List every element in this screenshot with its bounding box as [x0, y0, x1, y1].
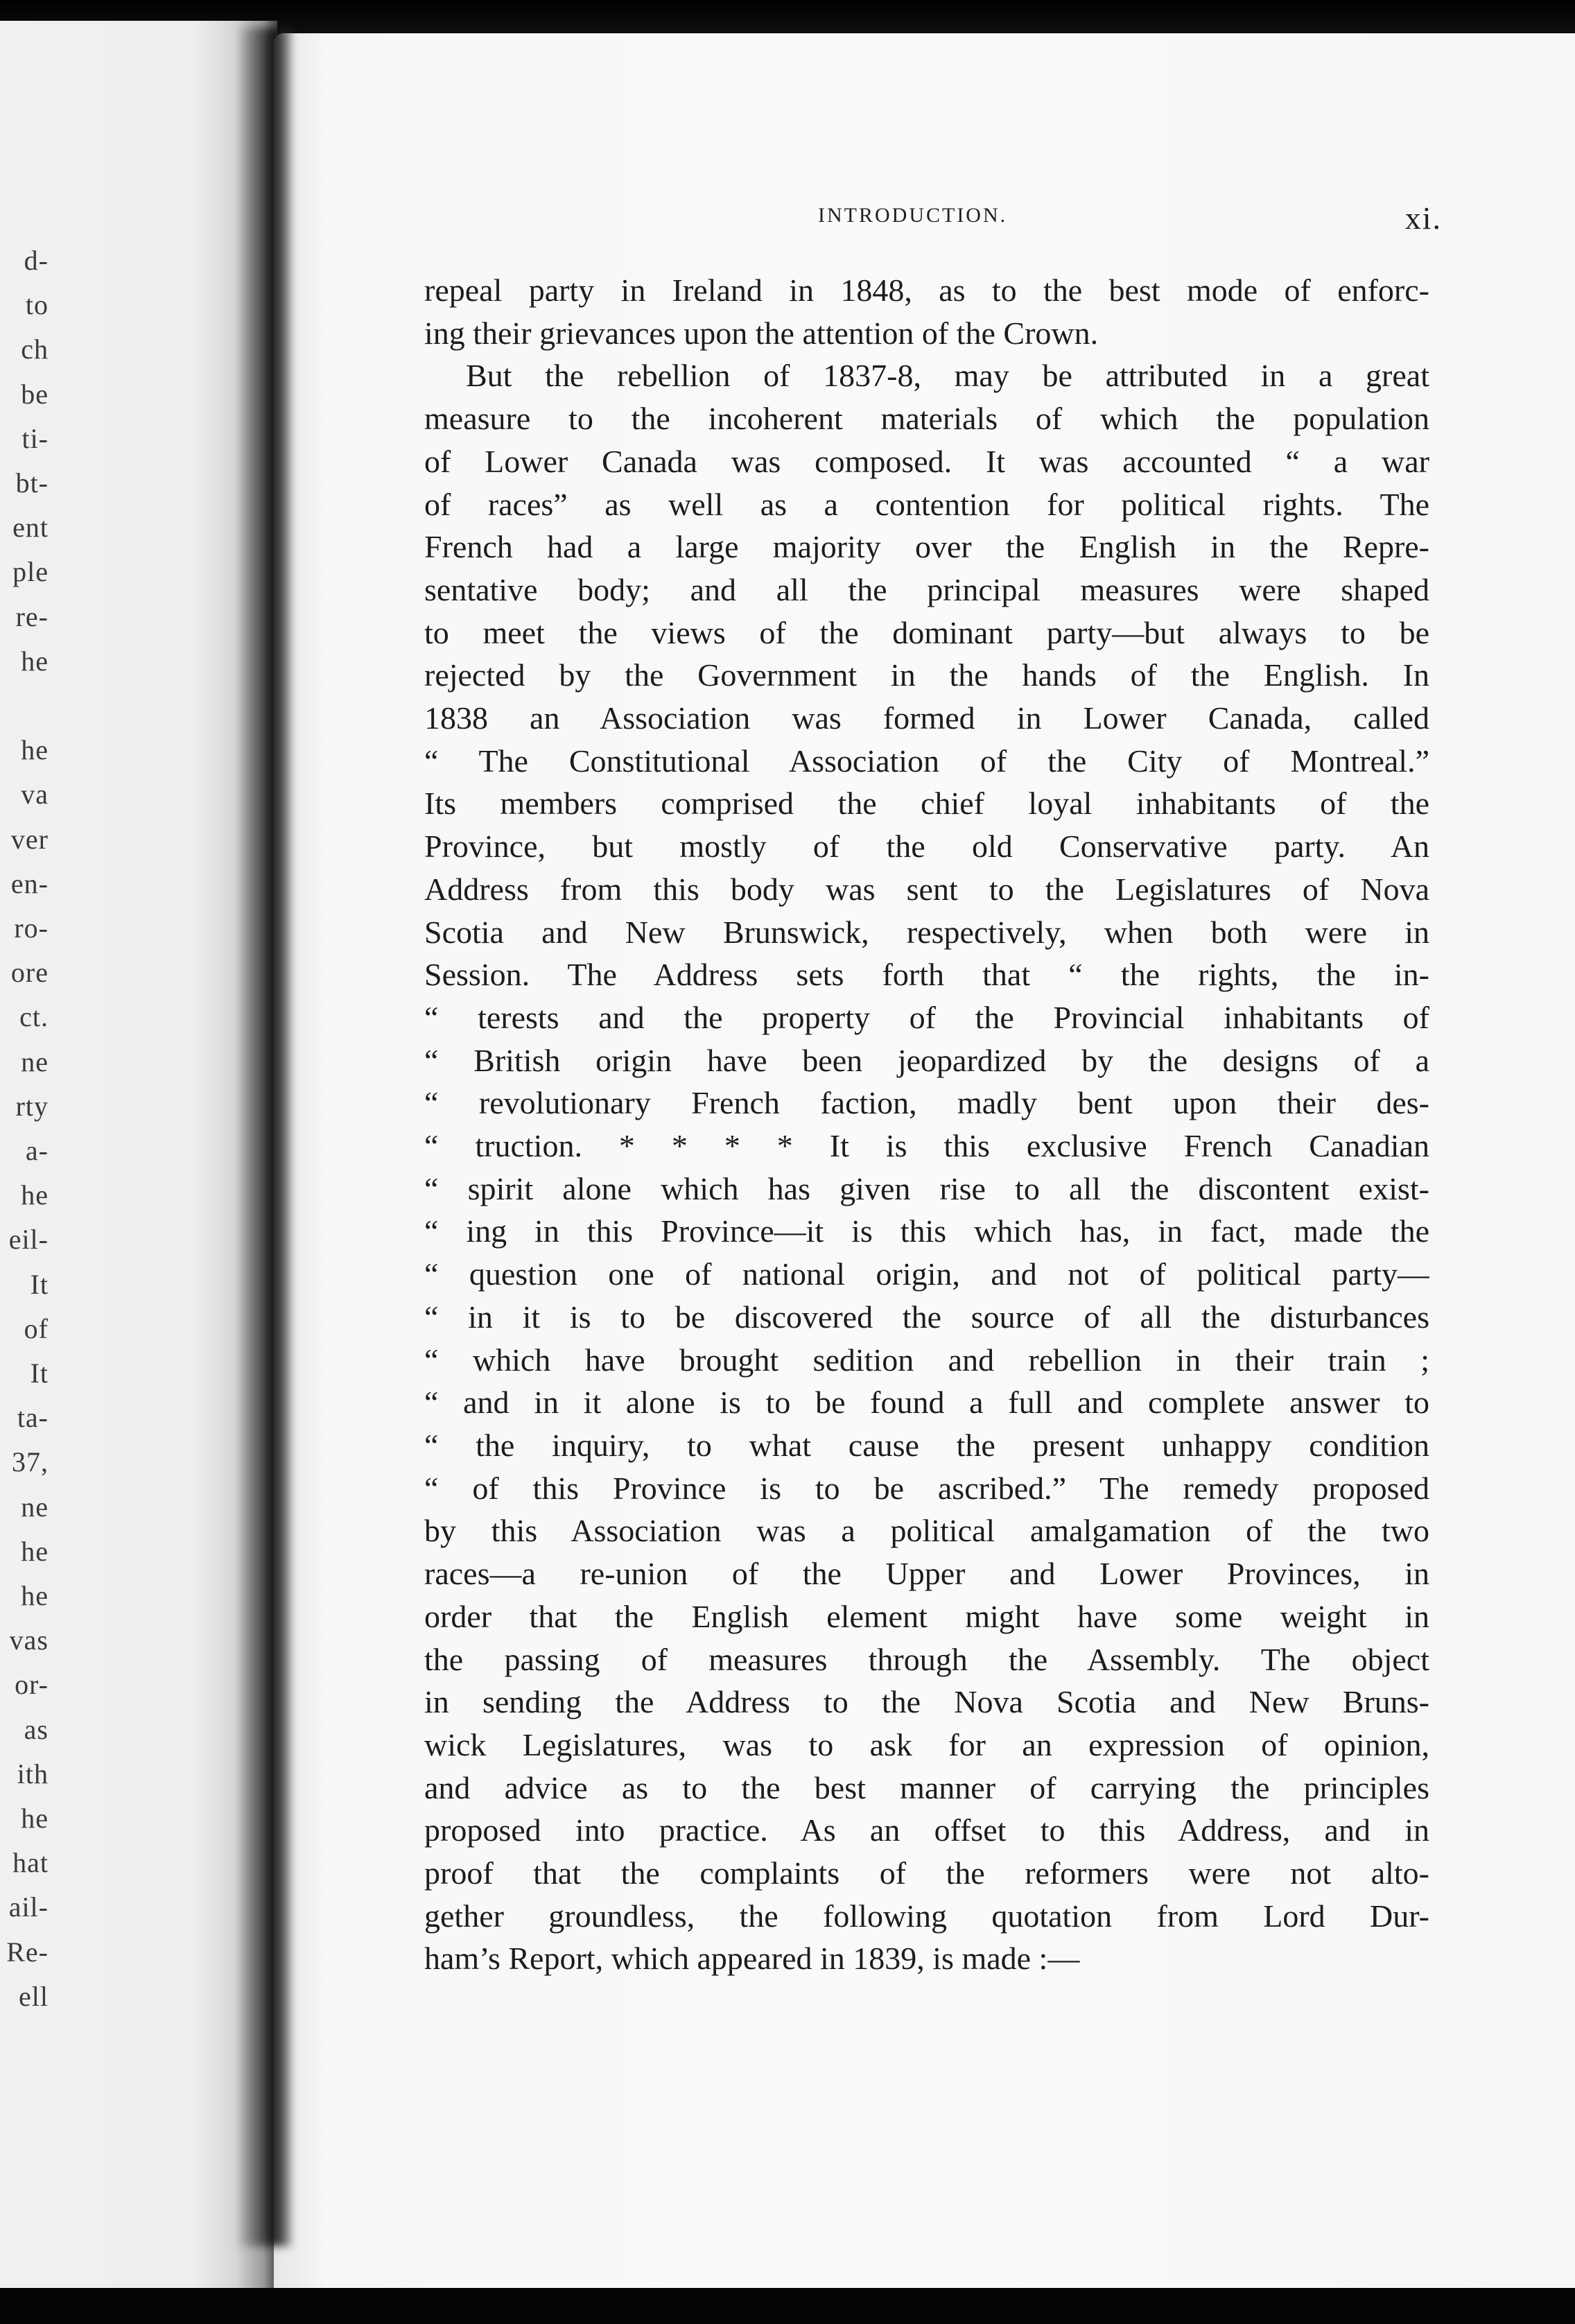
left-page-line-fragment: ore	[10, 957, 49, 989]
text-line: proof that the complaints of the reformers were not alto-	[424, 1855, 1429, 1891]
text-line: proposed into practice. As an offset to this Address, and in	[424, 1812, 1429, 1848]
quoted-text-line: “ question one of national origin, and not of political party—	[424, 1256, 1429, 1292]
text-line: “ The Constitutional Association of the City of Montreal.”	[424, 743, 1429, 779]
left-page-line-fragment: Re-	[6, 1936, 49, 1968]
left-page-line-fragment: en-	[10, 867, 49, 899]
left-page-line-fragment: he	[21, 734, 49, 766]
text-line: order that the English element might have some weight in	[424, 1598, 1429, 1634]
text-line: rejected by the Government in the hands of the English. In	[424, 657, 1429, 693]
book-gutter-shadow	[236, 28, 291, 2246]
left-page-line-fragment: ch	[21, 333, 49, 365]
page-number: xi.	[1404, 200, 1442, 236]
page-body-text	[424, 269, 1429, 1980]
text-line: French had a large majority over the English in the Repre-	[424, 529, 1429, 565]
text-line: races—a re-union of the Upper and Lower Provinces, in	[424, 1556, 1429, 1592]
left-page-line-fragment: re-	[15, 600, 49, 632]
quoted-text-line: “ which have brought sedition and rebellion in their train ;	[424, 1342, 1429, 1378]
text-line: Session. The Address sets forth that “ the rights, the in-	[424, 957, 1429, 993]
left-page-line-fragment: to	[25, 289, 49, 321]
left-page-line-fragment: or-	[15, 1669, 49, 1701]
left-page-line-fragment: 37,	[12, 1446, 49, 1478]
text-line: of Lower Canada was composed. It was accounted “ a war	[424, 443, 1429, 479]
left-page-line-fragment: he	[21, 645, 49, 677]
left-page-line-fragment: be	[21, 378, 49, 410]
quoted-text-line: “ of this Province is to be ascribed.” The remedy proposed	[424, 1470, 1429, 1506]
text-line: Its members comprised the chief loyal inhabitants of the	[424, 786, 1429, 822]
left-page-line-fragment: ro-	[14, 912, 49, 944]
left-page-line-fragment: hat	[12, 1847, 49, 1879]
quoted-text-line: “ spirit alone which has given rise to all the discontent exist-	[424, 1170, 1429, 1206]
quoted-text-line: “ terests and the property of the Provincial inhabitants of	[424, 999, 1429, 1035]
left-page-line-fragment: ct.	[19, 1001, 49, 1033]
text-line: Scotia and New Brunswick, respectively, when both were in	[424, 914, 1429, 950]
text-line: to meet the views of the dominant party—but always to be	[424, 614, 1429, 650]
quoted-text-line: “ the inquiry, to what cause the present unhappy condition	[424, 1427, 1429, 1463]
left-page-line-fragment: he	[21, 1580, 49, 1611]
text-line: in sending the Address to the Nova Scotia and New Bruns-	[424, 1684, 1429, 1720]
left-page-text-fragments	[0, 0, 62, 2324]
page-header-title: INTRODUCTION.	[818, 204, 1008, 227]
quoted-text-line: “ revolutionary French faction, madly bent upon their des-	[424, 1085, 1429, 1121]
paragraph-first-line: But the rebellion of 1837-8, may be attributed in a great	[466, 358, 1429, 394]
left-page-line-fragment: of	[24, 1312, 49, 1344]
text-line: ing their grievances upon the attention of the Crown.	[424, 315, 1099, 351]
quoted-text-line: “ and in it alone is to be found a full and complete answer to	[424, 1385, 1429, 1421]
text-line: Address from this body was sent to the Legislatures of Nova	[424, 871, 1429, 907]
left-page-line-fragment: he	[21, 1179, 49, 1211]
left-page-line-fragment: bt-	[15, 467, 49, 498]
text-line: of races” as well as a contention for political rights. The	[424, 486, 1429, 522]
left-page-line-fragment: ver	[10, 823, 49, 855]
left-page-line-fragment: vas	[9, 1624, 49, 1656]
left-page-line-fragment: rty	[15, 1090, 49, 1122]
left-page-line-fragment: ta-	[17, 1402, 49, 1434]
scan-bottom-edge	[0, 2288, 1575, 2324]
left-page-line-fragment: It	[30, 1358, 49, 1389]
left-page-line-fragment: he	[21, 1803, 49, 1834]
left-page-line-fragment: va	[21, 779, 49, 810]
left-page-line-fragment: a-	[25, 1135, 49, 1166]
text-line: and advice as to the best manner of carrying the principles	[424, 1769, 1429, 1805]
text-line: repeal party in Ireland in 1848, as to the best mode of enforc-	[424, 272, 1429, 308]
text-line: the passing of measures through the Assembly. The object	[424, 1641, 1429, 1677]
text-line: gether groundless, the following quotation from Lord Dur-	[424, 1898, 1429, 1934]
text-line: by this Association was a political amalgamation of the two	[424, 1513, 1429, 1549]
left-page-line-fragment: d-	[24, 245, 49, 276]
left-page-line-fragment: ith	[17, 1758, 49, 1789]
running-header	[423, 200, 1442, 241]
text-line: measure to the incoherent materials of which the population	[424, 401, 1429, 437]
text-line: ham’s Report, which appeared in 1839, is made :—	[424, 1941, 1080, 1977]
left-page-line-fragment: ail-	[8, 1891, 49, 1923]
quoted-text-line: “ in it is to be discovered the source of all the disturbances	[424, 1299, 1429, 1335]
left-page-line-fragment: as	[24, 1713, 49, 1745]
left-page-line-fragment: ti-	[21, 422, 49, 454]
text-line: wick Legislatures, was to ask for an expression of opinion,	[424, 1726, 1429, 1762]
left-page-line-fragment: he	[21, 1535, 49, 1567]
left-page-line-fragment: ple	[12, 556, 49, 588]
left-page-line-fragment: eil-	[8, 1224, 49, 1256]
text-line: Province, but mostly of the old Conservative party. An	[424, 829, 1429, 865]
left-page-line-fragment: ne	[21, 1491, 49, 1523]
left-page-line-fragment: ent	[12, 512, 49, 544]
left-page-line-fragment: ell	[19, 1980, 49, 2012]
quoted-text-line: “ ing in this Province—it is this which has, in fact, made the	[424, 1213, 1429, 1249]
quoted-text-line: “ truction. * * * * It is this exclusive French Canadian	[424, 1128, 1429, 1164]
left-page-line-fragment: ne	[21, 1046, 49, 1077]
left-page-line-fragment: It	[30, 1268, 49, 1300]
text-line: 1838 an Association was formed in Lower Canada, called	[424, 700, 1429, 736]
text-line: sentative body; and all the principal measures were shaped	[424, 571, 1429, 607]
quoted-text-line: “ British origin have been jeopardized by the designs of a	[424, 1042, 1429, 1078]
